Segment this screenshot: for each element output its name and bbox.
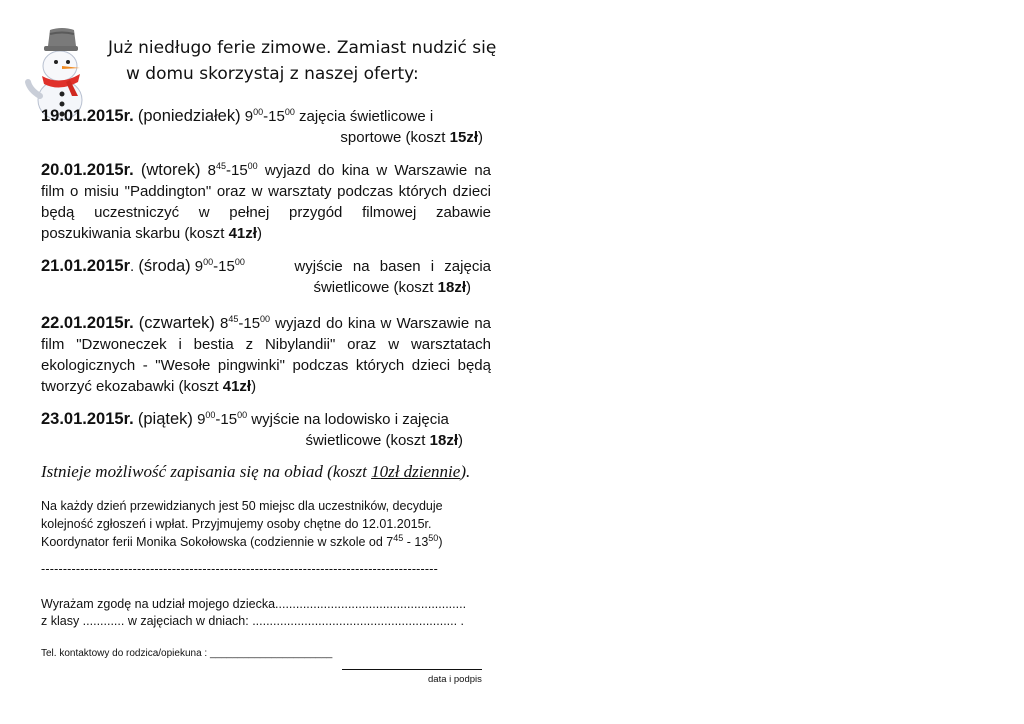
parent-phone-line[interactable]: Tel. kontaktowy do rodzica/opiekuna : ______________________	[41, 648, 333, 659]
entry-cost: 15zł	[449, 129, 478, 146]
entry-day: (wtorek)	[140, 161, 201, 179]
schedule-entry-1: 19.01.2015r. (poniedziałek) $9^{00}-15^{00}$ zajęcia świetlicowe i sportowe (koszt 15zł)	[41, 107, 483, 146]
entry-day: (piątek)	[137, 410, 193, 428]
info-line-1: Na każdy dzień przewidzianych jest 50 miejsc dla uczestników, decyduje	[41, 499, 443, 513]
entry-cost: 18zł	[429, 432, 458, 449]
info-line-3: Koordynator ferii Monika Sokołowska (codziennie w szkole od $7^{45} - 13^{50}$)	[41, 532, 443, 549]
entry-date: 21.01.2015r	[41, 257, 131, 275]
consent-line[interactable]: Wyrażam zgodę na udział mojego dziecka.......................................................	[41, 597, 467, 611]
signature-label: data i podpis	[428, 674, 482, 685]
entry-cost: 41zł	[228, 225, 257, 242]
entry-time: $9^{00}-15^{00}$	[244, 107, 295, 125]
entry-cost-text: świetlicowe (koszt	[313, 279, 438, 296]
entry-day: (poniedziałek)	[137, 107, 241, 125]
entry-description: wyjście na lodowisko i zajęcia	[251, 411, 449, 428]
entry-description: wyjście na basen i zajęcia	[294, 258, 491, 275]
lunch-cost: 10zł dziennie	[371, 462, 461, 481]
heading-line-2: w domu skorzystaj z naszej oferty:	[126, 64, 419, 84]
entry-date: 23.01.2015r.	[41, 410, 134, 428]
entry-time: $9^{00}-15^{00}$	[194, 257, 245, 275]
schedule-entry-4: 22.01.2015r. (czwartek) $8^{45}-15^{00}$ wyjazd do kina w Warszawie na film "Dzwoneczek i bestia z Nibylandii" oraz w warsztatach ekologicznych - "Wesołe pingwinki" podczas których dzieci będą tworzyć ekozabawki (koszt 41zł)	[41, 314, 492, 395]
entry-cost: 18zł	[437, 279, 466, 296]
entry-date: 22.01.2015r.	[41, 314, 134, 332]
entry-day: (czwartek)	[138, 314, 215, 332]
schedule-entry-5: 23.01.2015r. (piątek) $9^{00}-15^{00}$ wyjście na lodowisko i zajęcia świetlicowe (koszt 18zł)	[41, 410, 463, 449]
entry-cost-text: sportowe (koszt	[340, 129, 450, 146]
heading-line-1: Już niedługo ferie zimowe. Zamiast nudzić się	[108, 38, 497, 58]
entry-cost-text: świetlicowe (koszt	[305, 432, 430, 449]
info-line-2: kolejność zgłoszeń i wpłat. Przyjmujemy osoby chętne do 12.01.2015r.	[41, 517, 432, 531]
entry-time: $8^{45}-15^{00}$	[207, 161, 258, 179]
entry-time: $8^{45}-15^{00}$	[220, 314, 271, 332]
entry-day: (środa)	[138, 257, 191, 275]
schedule-entry-2: 20.01.2015r. (wtorek) $8^{45}-15^{00}$ wyjazd do kina w Warszawie na film o misiu "Paddington" oraz w warsztaty podczas których dzieci będą uczestniczyć w pełnej przygód filmowej zabawie poszukiwania skarbu (koszt 41zł)	[41, 161, 492, 242]
lunch-note: Istnieje możliwość zapisania się na obiad (koszt 10zł dziennie).	[41, 462, 471, 481]
entry-description: wyjazd do kina w Warszawie na film "Dzwoneczek i bestia z Nibylandii" oraz w warsztatach ekologicznych - "Wesołe pingwinki" podczas których dzieci będą tworzyć ekozabawki (koszt	[41, 315, 492, 395]
entry-date: 20.01.2015r.	[41, 161, 134, 179]
entry-description: zajęcia świetlicowe i	[299, 108, 434, 125]
entry-time: $9^{00}-15^{00}$	[197, 410, 248, 428]
entry-description: wyjazd do kina w Warszawie na film o misiu "Paddington" oraz w warsztaty podczas których dzieci będą uczestniczyć w pełnej przygód filmowej zabawie poszukiwania skarbu (koszt	[41, 162, 492, 242]
cut-line-separator: -------------------------------------------------------------------------------------------	[41, 562, 438, 576]
schedule-entry-3: 21.01.2015r. (środa) $9^{00}-15^{00}$ wyjście na basen i zajęcia świetlicowe (koszt 18zł)	[41, 257, 491, 296]
signature-line[interactable]	[342, 669, 482, 670]
info-paragraph	[41, 497, 491, 551]
entry-cost: 41zł	[222, 378, 252, 395]
class-days-line[interactable]: z klasy ............ w zajęciach w dniach: ........................................................... .	[41, 614, 465, 628]
entry-date: 19.01.2015r.	[41, 107, 134, 125]
